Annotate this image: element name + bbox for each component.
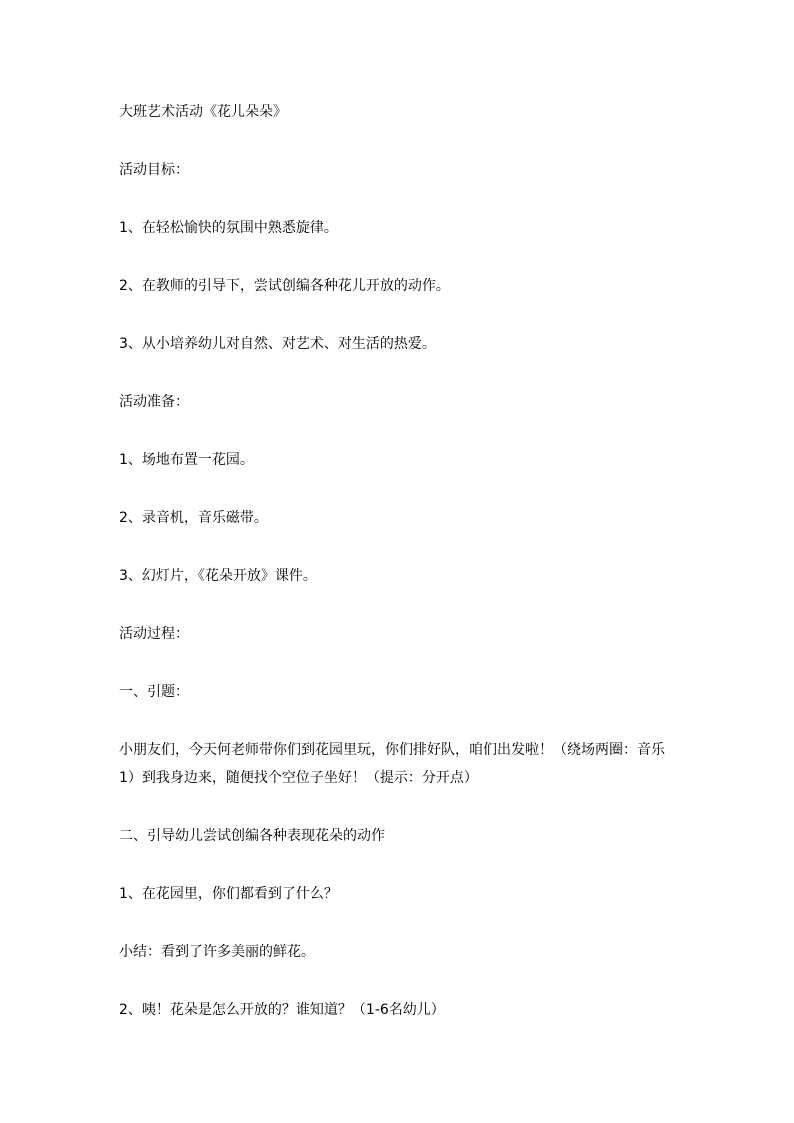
- goal-item-1: 1、在轻松愉快的氛围中熟悉旋律。: [119, 220, 338, 236]
- process-step-two-heading: 二、引导幼儿尝试创编各种表现花朵的动作: [119, 828, 385, 844]
- section-heading-goals: 活动目标：: [119, 162, 189, 178]
- prep-item-3: 3、幻灯片，《花朵开放》课件。: [119, 568, 317, 584]
- goal-item-2: 2、在教师的引导下，尝试创编各种花儿开放的动作。: [119, 278, 450, 294]
- process-intro-text: 小朋友们，今天何老师带你们到花园里玩，你们排好队，咱们出发啦！（绕场两圈：音乐1）到我身边来，随便找个空位子坐好！（提示：分开点）: [119, 742, 665, 786]
- process-step-intro-heading: 一、引题：: [119, 684, 189, 700]
- process-question-1: 1、在花园里，你们都看到了什么？: [119, 886, 338, 902]
- goal-item-3: 3、从小培养幼儿对自然、对艺术、对生活的热爱。: [119, 336, 436, 352]
- document-body: [119, 98, 679, 1054]
- section-heading-preparation: 活动准备：: [119, 394, 189, 410]
- process-summary: 小结：看到了许多美丽的鲜花。: [119, 944, 315, 960]
- section-heading-process: 活动过程：: [119, 626, 189, 642]
- prep-item-2: 2、录音机，音乐磁带。: [119, 510, 268, 526]
- prep-item-1: 1、场地布置一花园。: [119, 452, 254, 468]
- document-title: 大班艺术活动《花儿朵朵》: [119, 104, 287, 120]
- process-question-2: 2、咦！花朵是怎么开放的？谁知道？（1-6名幼儿）: [119, 1002, 445, 1018]
